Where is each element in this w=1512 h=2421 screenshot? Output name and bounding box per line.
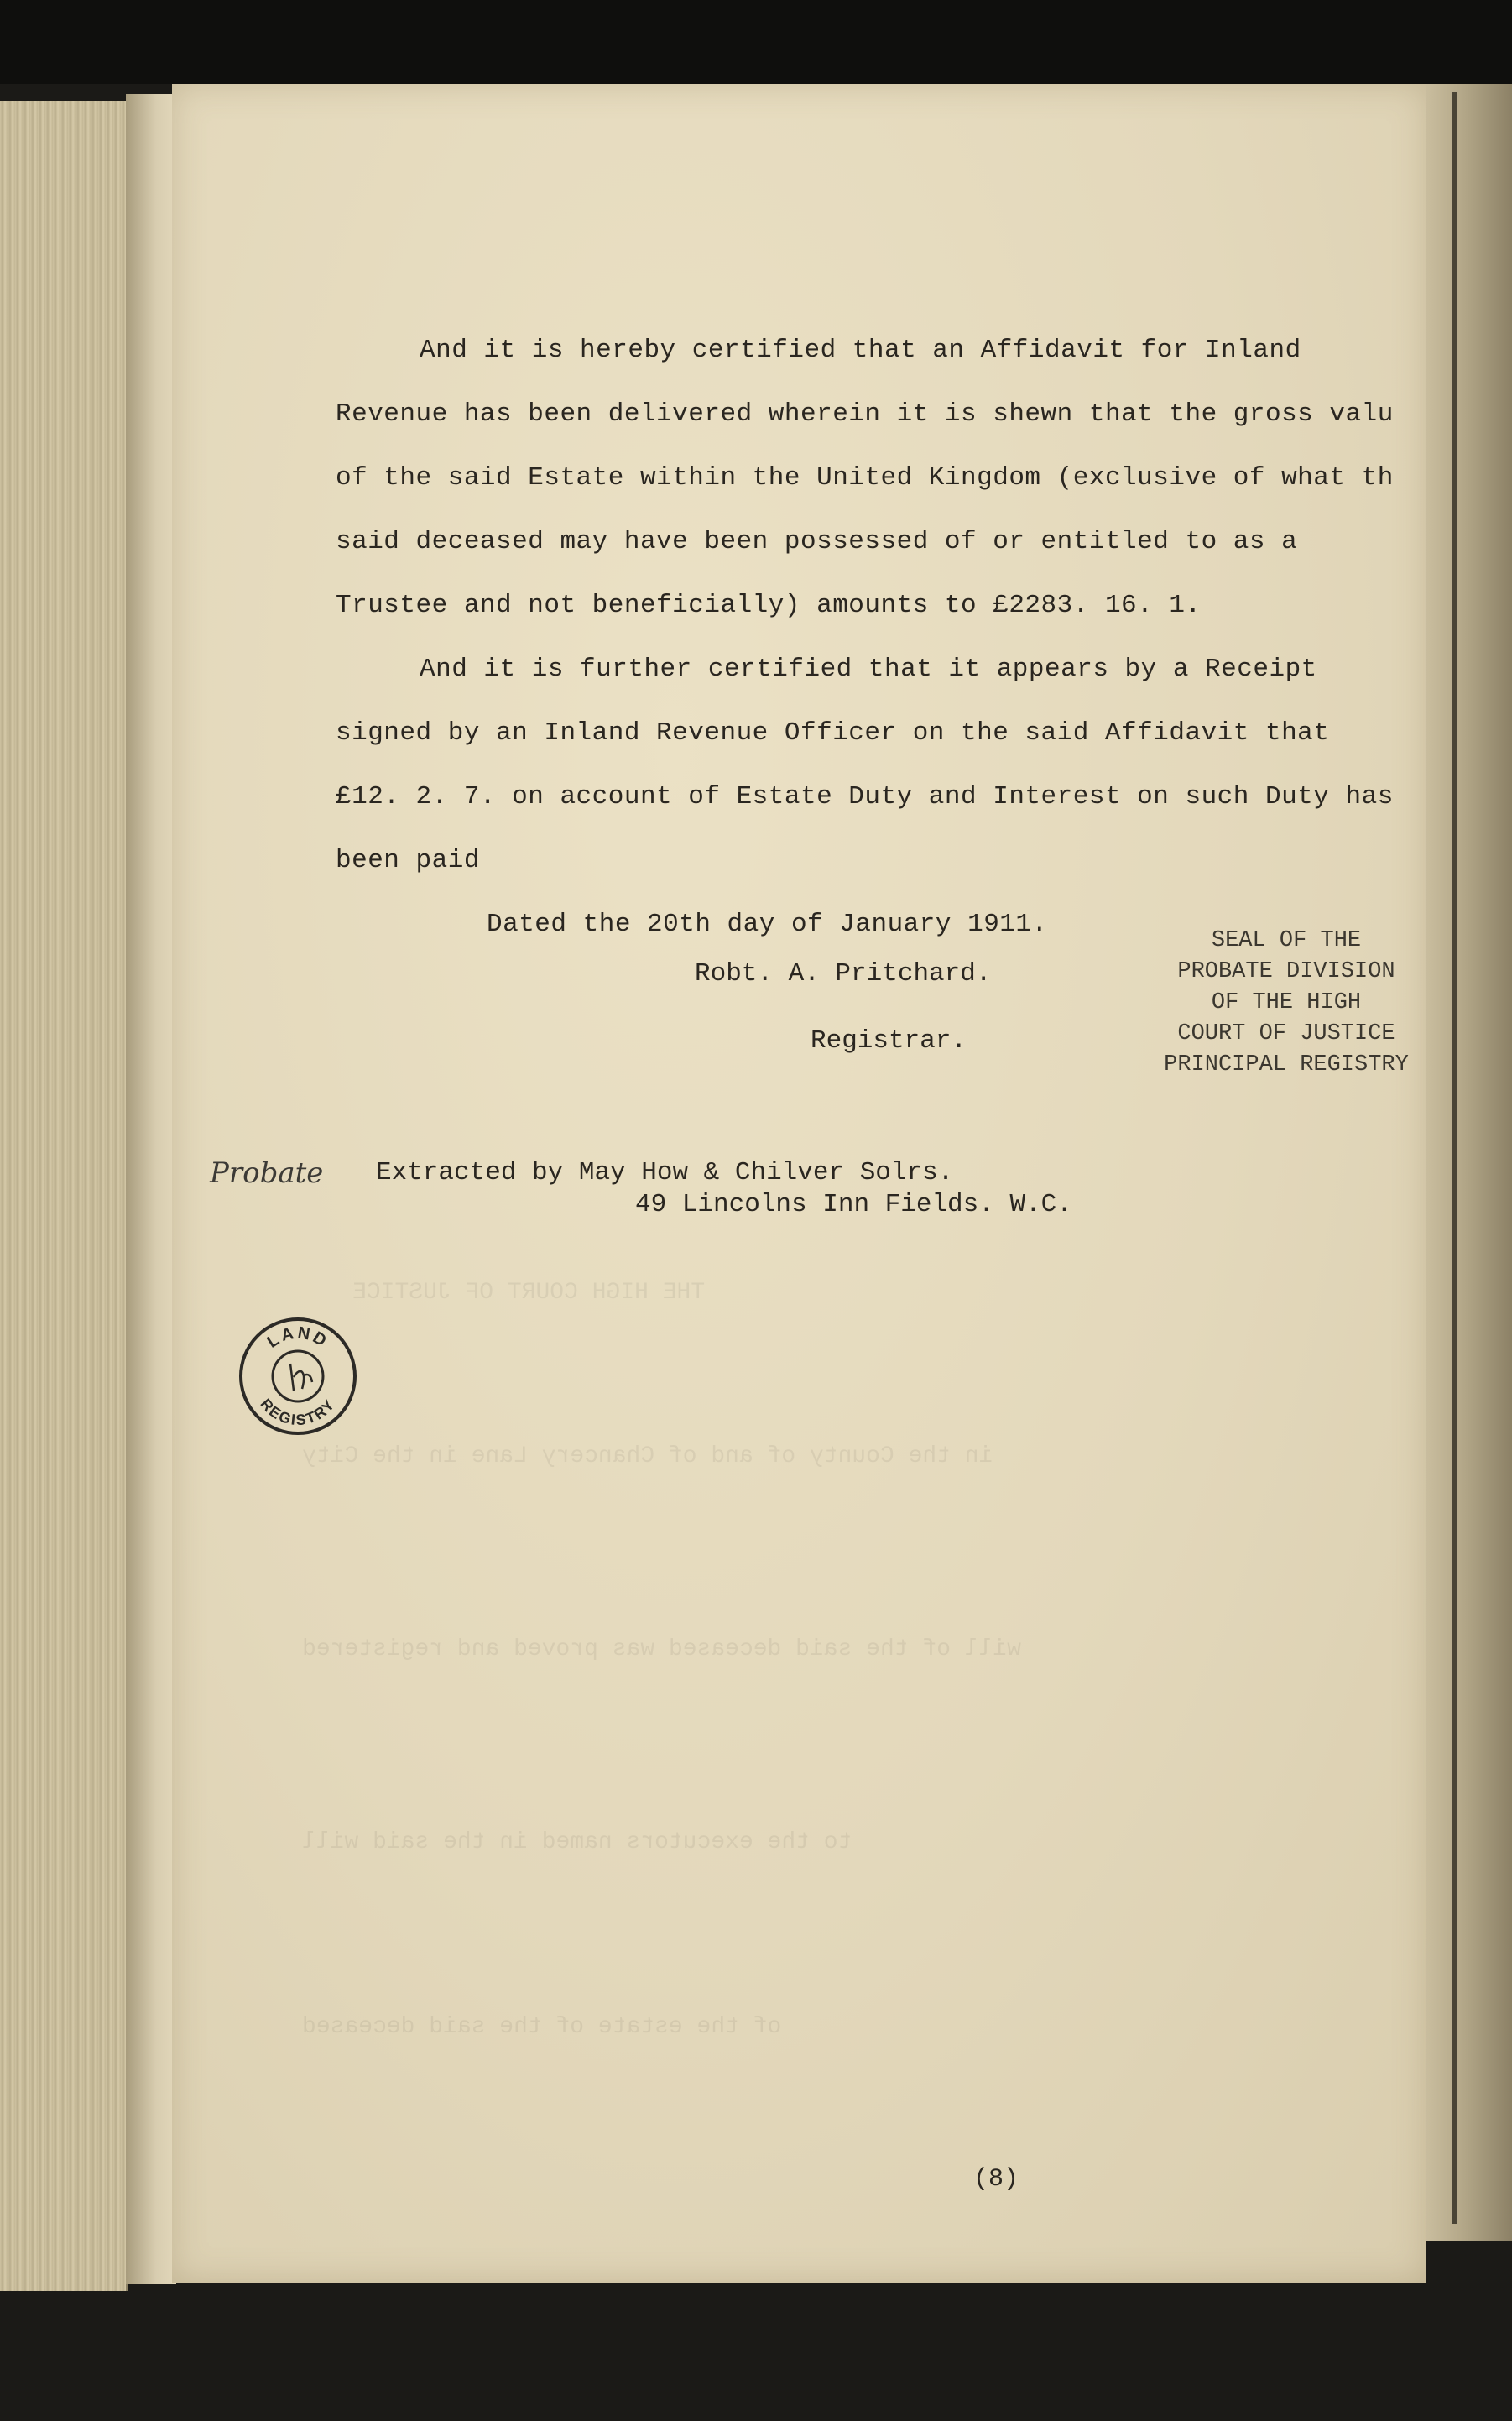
seal-line: SEAL OF THE [1211,928,1362,953]
certificate-text [336,319,1426,957]
stamp-bottom-text: REGISTRY [257,1396,339,1429]
text-line: said deceased may have been possessed of or entitled to as a [336,527,1298,556]
registrar-name: Robt. A. Pritchard. [695,959,992,989]
bleed-through-text: THE HIGH COURT OF JUSTICE [352,1280,706,1306]
page-shadow-edge [1452,92,1457,2224]
text-line: And it is hereby certified that an Affidavit for Inland [420,336,1301,365]
text-line: of the said Estate within the United Kingdom (exclusive of what th [336,463,1394,493]
bleed-through-text: of the estate of the said deceased [302,2014,782,2040]
facing-page-edge [1426,84,1512,2241]
scan-background [0,0,1512,84]
bleed-through-text: in the County of and of Chancery Lane in the City [302,1443,993,1469]
seal-line: PRINCIPAL REGISTRY [1164,1052,1409,1077]
text-line: Trustee and not beneficially) amounts to £2283. 16. 1. [336,591,1202,620]
seal-line: COURT OF JUSTICE [1177,1021,1395,1046]
text-line: been paid [336,846,480,875]
bleed-through-text: will of the said deceased was proved and registered [302,1636,1021,1662]
text-line: Revenue has been delivered wherein it is shewn that the gross valu [336,399,1394,429]
seal-line: PROBATE DIVISION [1177,959,1395,984]
book-gutter [126,94,176,2284]
solicitor-address: 49 Lincolns Inn Fields. W.C. [635,1190,1072,1219]
extracted-by-line: Extracted by May How & Chilver Solrs. [376,1158,954,1187]
text-line: And it is further certified that it appears by a Receipt [420,655,1317,684]
court-seal-text [1148,926,1425,1081]
text-line: £12. 2. 7. on account of Estate Duty and Interest on such Duty has [336,782,1394,811]
svg-text:LAND [264,1323,332,1351]
registrar-title: Registrar. [811,1026,967,1056]
seal-line: OF THE HIGH [1211,990,1362,1015]
dated-line: Dated the 20th day of January 1911. [487,910,1048,939]
page-number: (8) [973,2165,1019,2194]
land-registry-stamp-icon [235,1313,361,1439]
text-line: signed by an Inland Revenue Officer on the said Affidavit that [336,718,1330,748]
bleed-through-text: to the executors named in the said will [302,1829,852,1855]
book-page-stack [0,101,128,2291]
margin-annotation: Probate [210,1156,324,1190]
stamp-top-text: LAND [263,1323,332,1352]
